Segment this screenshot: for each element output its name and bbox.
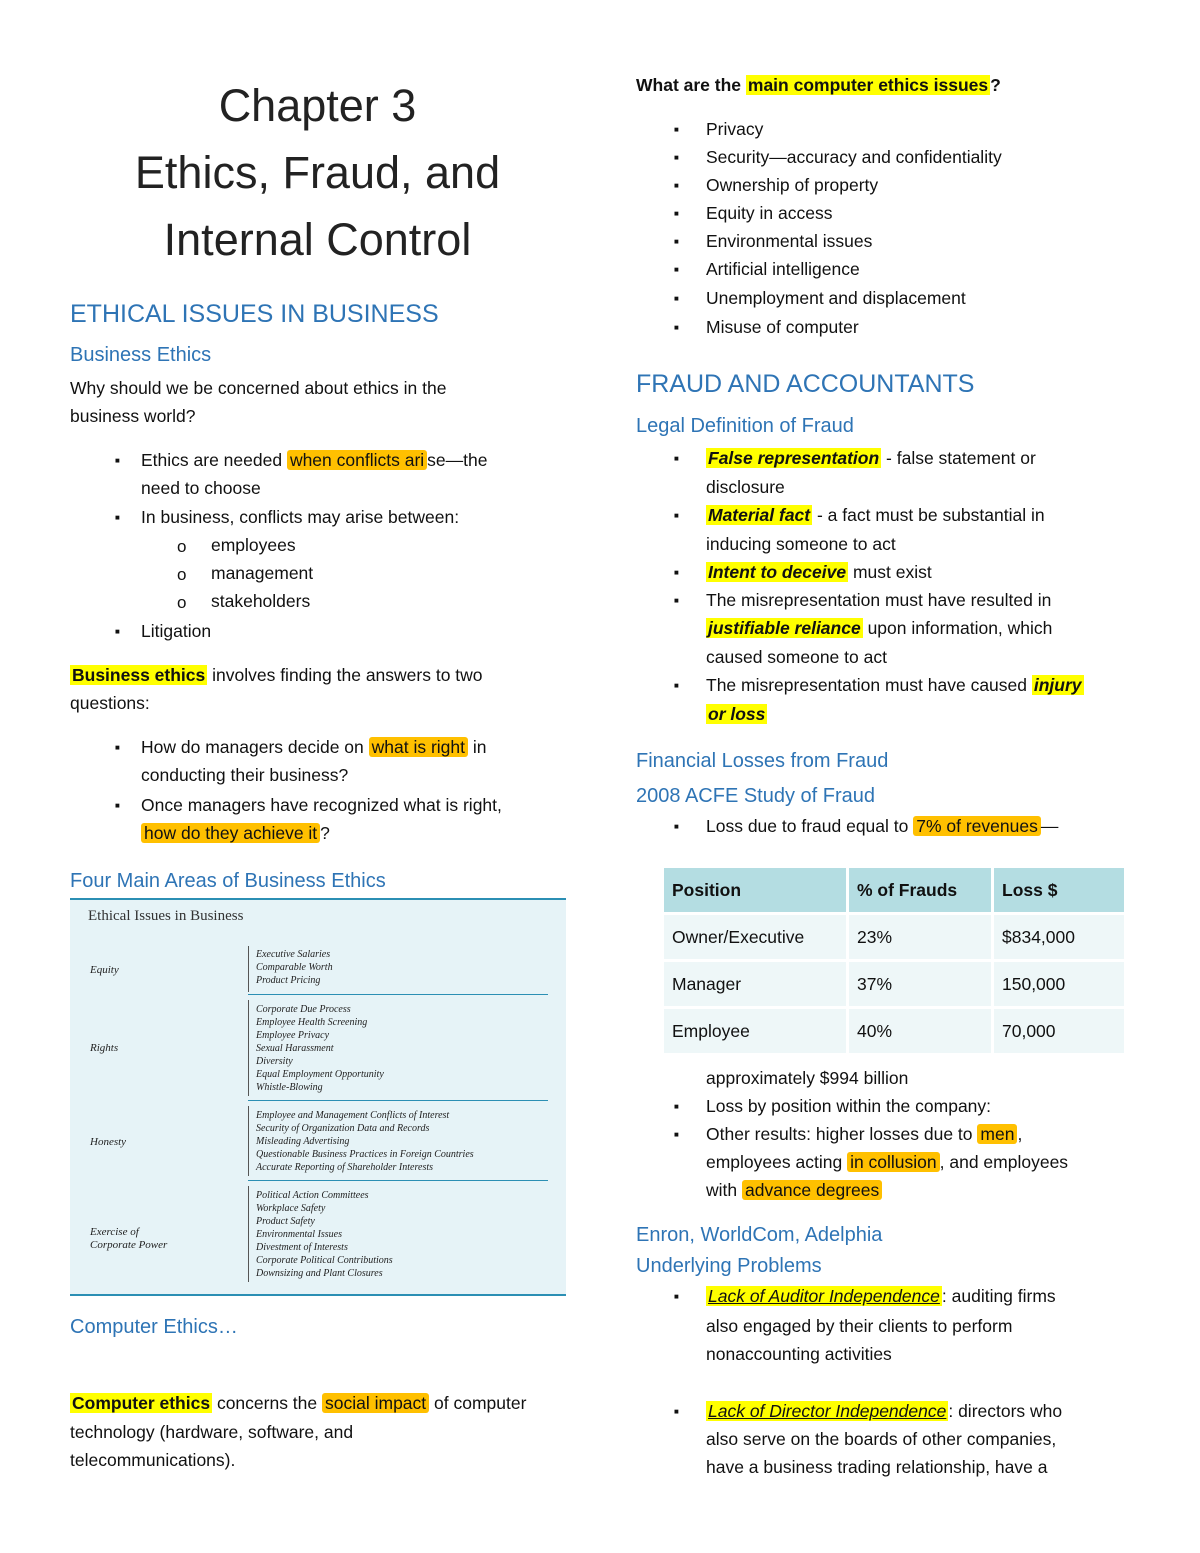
highlight-when-conflicts: when conflicts ari xyxy=(287,450,427,470)
bullet-ethics-needed-line2: need to choose xyxy=(141,478,261,498)
circle-bullet: o xyxy=(177,537,187,556)
heading-four-main-areas: Four Main Areas of Business Ethics xyxy=(70,870,386,892)
table-cell: Owner/Executive xyxy=(664,915,846,959)
heading-legal-definition: Legal Definition of Fraud xyxy=(636,415,854,437)
page-title-line3: Internal Control xyxy=(163,214,472,265)
square-bullet: ■ xyxy=(115,513,120,522)
issue-item: Ownership of property xyxy=(706,175,879,195)
problem-auditor-line3: nonaccounting activities xyxy=(706,1344,892,1364)
square-bullet: ■ xyxy=(674,294,679,303)
issue-item: Unemployment and displacement xyxy=(706,288,966,308)
table-row xyxy=(664,962,1124,1006)
square-bullet: ■ xyxy=(674,237,679,246)
fraud-element-false-representation: False representation - false statement or xyxy=(708,448,1036,468)
problem-director-line2: also serve on the boards of other companies, xyxy=(706,1429,1057,1449)
square-bullet: ■ xyxy=(674,511,679,520)
square-bullet: ■ xyxy=(674,681,679,690)
section-heading-fraud: FRAUD AND ACCOUNTANTS xyxy=(636,370,975,398)
loss-due-to-fraud: Loss due to fraud equal to 7% of revenues — xyxy=(706,816,1059,836)
highlight-social-impact: social impact xyxy=(322,1393,429,1413)
fraud-element-line2: disclosure xyxy=(706,477,785,497)
bullet-once-recognized-line2: how do they achieve it ? xyxy=(141,819,330,848)
fraud-element-reliance-line2: justifiable reliance upon information, which xyxy=(708,618,1053,638)
section-heading-ethical-issues: ETHICAL ISSUES IN BUSINESS xyxy=(70,300,439,328)
bullet-how-decide-line2: conducting their business? xyxy=(141,765,349,785)
figure-items-honesty: Employee and Management Conflicts of Interest Security of Organization Data and Records Misleading Advertising Questionable Business Practices in Foreign Countries Accurate Reporting of Shareholder Interests xyxy=(256,1110,474,1173)
question-line2: business world? xyxy=(70,406,196,426)
sub-bullet-management: management xyxy=(211,563,314,583)
issue-item: Security—accuracy and confidentiality xyxy=(706,147,1002,167)
figure-area-rights: Rights xyxy=(90,1042,119,1054)
fraud-element-intent: Intent to deceive must exist xyxy=(708,562,932,582)
square-bullet: ■ xyxy=(674,181,679,190)
square-bullet: ■ xyxy=(674,209,679,218)
highlight-business-ethics: Business ethics xyxy=(72,665,206,685)
problem-director-independence: Lack of Director Independence : directors who xyxy=(708,1401,1063,1421)
question-computer-ethics-issues: What are the main computer ethics issues ? xyxy=(636,75,1001,95)
computer-ethics-definition-line2: technology (hardware, software, and xyxy=(70,1422,354,1442)
computer-ethics-definition-line3: telecommunications). xyxy=(70,1450,236,1470)
table-cell: 150,000 xyxy=(994,962,1124,1006)
highlight-computer-ethics: Computer ethics xyxy=(72,1393,211,1413)
page-title-line1: Chapter 3 xyxy=(218,80,417,131)
highlight-main-issues: main computer ethics issues xyxy=(747,75,989,95)
table-cell: Employee xyxy=(664,1009,846,1053)
square-bullet: ■ xyxy=(674,323,679,332)
table-row xyxy=(664,1009,1124,1053)
highlight-what-is-right: what is right xyxy=(369,737,468,757)
fraud-by-position-table xyxy=(661,865,1127,1056)
square-bullet: ■ xyxy=(674,1130,679,1139)
square-bullet: ■ xyxy=(674,568,679,577)
heading-underlying-problems: Underlying Problems xyxy=(636,1255,822,1277)
heading-financial-losses: Financial Losses from Fraud xyxy=(636,750,889,772)
loss-by-position: Loss by position within the company: xyxy=(706,1096,992,1116)
issue-item: Environmental issues xyxy=(706,231,873,251)
square-bullet: ■ xyxy=(115,801,120,810)
bullet-once-recognized: Once managers have recognized what is right, xyxy=(141,795,502,815)
highlight-how-achieve: how do they achieve it xyxy=(141,823,320,843)
table-cell: 23% xyxy=(849,915,991,959)
table-cell: Manager xyxy=(664,962,846,1006)
computer-ethics-definition: Computer ethics concerns the social impact of computer xyxy=(72,1393,527,1413)
fraud-element-reliance-line3: caused someone to act xyxy=(706,647,887,667)
issue-item: Artificial intelligence xyxy=(706,259,860,279)
sub-bullet-employees: employees xyxy=(211,535,296,555)
other-results-line2: employees acting in collusion , and employees xyxy=(706,1152,1069,1172)
problem-auditor-line2: also engaged by their clients to perform xyxy=(706,1316,1013,1336)
sub-bullet-stakeholders: stakeholders xyxy=(211,591,311,611)
column-header: Loss $ xyxy=(994,868,1124,912)
figure-area-corporate-power: Exercise of Corporate Power xyxy=(90,1226,168,1251)
heading-acfe-study: 2008 ACFE Study of Fraud xyxy=(636,785,876,807)
figure-area-honesty: Honesty xyxy=(90,1136,127,1148)
problem-auditor-independence: Lack of Auditor Independence : auditing firms xyxy=(708,1286,1056,1306)
table-cell: $834,000 xyxy=(994,915,1124,959)
circle-bullet: o xyxy=(177,593,187,612)
square-bullet: ■ xyxy=(674,1292,679,1301)
table-header-row xyxy=(664,868,1124,912)
column-header: Position xyxy=(664,868,846,912)
square-bullet: ■ xyxy=(115,743,120,752)
figure-items-corporate-power: Political Action Committees Workplace Safety Product Safety Environmental Issues Divestment of Interests Corporate Political Contributions Downsizing and Plant Closures xyxy=(256,1190,393,1279)
square-bullet: ■ xyxy=(674,822,679,831)
square-bullet: ■ xyxy=(674,454,679,463)
square-bullet: ■ xyxy=(674,153,679,162)
fraud-element-injury-line2: or loss xyxy=(708,704,766,724)
square-bullet: ■ xyxy=(674,1407,679,1416)
approx-loss: approximately $994 billion xyxy=(706,1068,909,1088)
issue-item: Equity in access xyxy=(706,203,833,223)
figure-items-equity: Executive Salaries Comparable Worth Product Pricing xyxy=(256,949,333,986)
page-title-line2: Ethics, Fraud, and xyxy=(134,147,501,198)
fraud-element-line2: inducing someone to act xyxy=(706,534,896,554)
figure-items-rights: Corporate Due Process Employee Health Screening Employee Privacy Sexual Harassment Diversity Equal Employment Opportunity Whistle-Blowing xyxy=(256,1004,384,1093)
table-cell: 37% xyxy=(849,962,991,1006)
problem-director-line3: have a business trading relationship, have a xyxy=(706,1457,1048,1477)
business-ethics-definition-line2: questions: xyxy=(70,693,150,713)
fraud-element-material-fact: Material fact - a fact must be substantial in xyxy=(708,505,1045,525)
highlight-7-percent: 7% of revenues xyxy=(913,816,1041,836)
heading-enron: Enron, WorldCom, Adelphia xyxy=(636,1224,883,1246)
circle-bullet: o xyxy=(177,565,187,584)
fraud-element-reliance: The misrepresentation must have resulted in xyxy=(706,590,1052,610)
table-row xyxy=(664,915,1124,959)
heading-computer-ethics: Computer Ethics… xyxy=(70,1316,238,1338)
square-bullet: ■ xyxy=(674,265,679,274)
bullet-conflicts: In business, conflicts may arise between: xyxy=(141,507,460,527)
column-header: % of Frauds xyxy=(849,868,991,912)
square-bullet: ■ xyxy=(115,627,120,636)
square-bullet: ■ xyxy=(674,596,679,605)
issue-item: Privacy xyxy=(706,119,764,139)
figure-area-equity: Equity xyxy=(90,964,119,976)
bullet-how-decide: How do managers decide on what is right in xyxy=(141,737,487,757)
ethical-issues-figure xyxy=(70,898,566,1296)
square-bullet: ■ xyxy=(115,456,120,465)
bullet-litigation: Litigation xyxy=(141,621,212,641)
heading-business-ethics: Business Ethics xyxy=(70,344,212,366)
other-results-line3: with advance degrees xyxy=(706,1176,882,1205)
bullet-ethics-needed: Ethics are needed when conflicts ari se—the xyxy=(141,450,488,470)
table-cell: 40% xyxy=(849,1009,991,1053)
table-cell: 70,000 xyxy=(994,1009,1124,1053)
question-line1: Why should we be concerned about ethics in the xyxy=(70,378,447,398)
issue-item: Misuse of computer xyxy=(706,317,859,337)
square-bullet: ■ xyxy=(674,1102,679,1111)
square-bullet: ■ xyxy=(674,125,679,134)
figure-title: Ethical Issues in Business xyxy=(88,908,244,924)
business-ethics-definition: Business ethics involves finding the answers to two xyxy=(72,665,483,685)
other-results: Other results: higher losses due to men , xyxy=(706,1124,1023,1144)
fraud-element-injury: The misrepresentation must have caused injury xyxy=(706,675,1082,695)
